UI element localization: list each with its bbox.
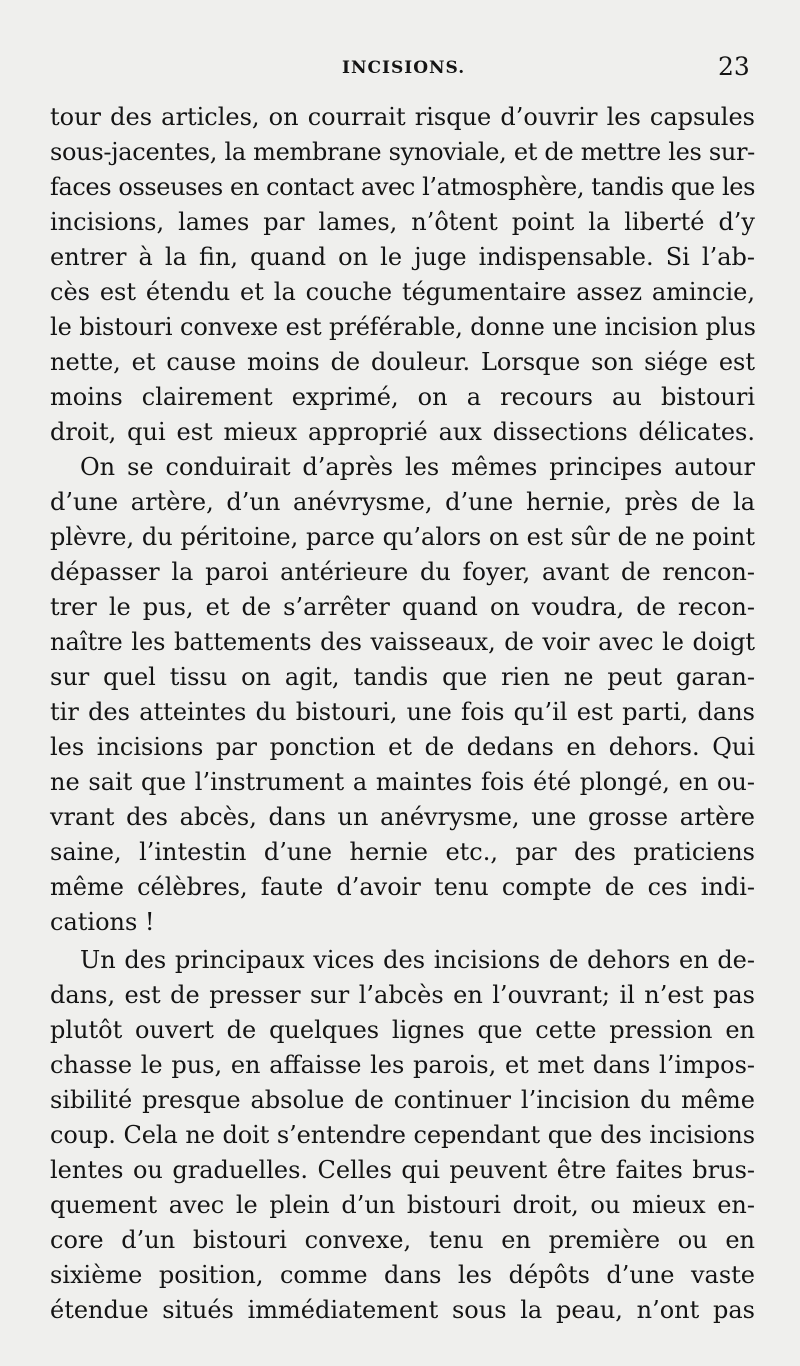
text-line: trer le pus, et de s’arrêter quand on voudra, de recon- xyxy=(50,593,755,621)
text-line: naître les battements des vaisseaux, de voir avec le doigt xyxy=(50,628,755,656)
text-line: faces osseuses en contact avec l’atmosphère, tandis que les xyxy=(50,173,755,201)
text-line: les incisions par ponction et de dedans en dehors. Qui xyxy=(50,733,755,761)
text-line: coup. Cela ne doit s’entendre cependant que des incisions xyxy=(50,1121,755,1149)
page-number: 23 xyxy=(718,52,750,81)
text-line: d’une artère, d’un anévrysme, d’une hernie, près de la xyxy=(50,488,755,516)
text-line: sibilité presque absolue de continuer l’incision du même xyxy=(50,1086,755,1114)
text-line: plèvre, du péritoine, parce qu’alors on est sûr de ne point xyxy=(50,523,755,551)
text-line: nette, et cause moins de douleur. Lorsque son siége est xyxy=(50,348,755,376)
text-line: lentes ou graduelles. Celles qui peuvent être faites brus- xyxy=(50,1156,755,1184)
text-line: ne sait que l’instrument a maintes fois été plongé, en ou- xyxy=(50,768,755,796)
text-line: moins clairement exprimé, on a recours au bistouri xyxy=(50,383,755,411)
text-line: On se conduirait d’après les mêmes principes autour xyxy=(80,453,755,481)
text-line: tour des articles, on courrait risque d’ouvrir les capsules xyxy=(50,103,755,131)
text-line: Un des principaux vices des incisions de dehors en de- xyxy=(80,946,755,974)
text-line: chasse le pus, en affaisse les parois, et met dans l’impos- xyxy=(50,1051,755,1079)
text-line: même célèbres, faute d’avoir tenu compte de ces indi- xyxy=(50,873,755,901)
text-line: entrer à la fin, quand on le juge indispensable. Si l’ab- xyxy=(50,243,755,271)
text-line: le bistouri convexe est préférable, donne une incision plus xyxy=(50,313,756,341)
running-title: INCISIONS. xyxy=(342,58,466,78)
text-line: core d’un bistouri convexe, tenu en première ou en xyxy=(50,1226,755,1254)
page-header xyxy=(0,52,800,86)
text-line: tir des atteintes du bistouri, une fois qu’il est parti, dans xyxy=(50,698,755,726)
text-line: dans, est de presser sur l’abcès en l’ouvrant; il n’est pas xyxy=(50,981,755,1009)
text-line: cès est étendu et la couche tégumentaire assez amincie, xyxy=(50,278,755,306)
text-line: quement avec le plein d’un bistouri droit, ou mieux en- xyxy=(50,1191,755,1219)
text-line: droit, qui est mieux approprié aux dissections délicates. xyxy=(50,418,755,446)
text-line: vrant des abcès, dans un anévrysme, une grosse artère xyxy=(50,803,755,831)
text-line: sixième position, comme dans les dépôts d’une vaste xyxy=(50,1261,755,1289)
text-line: étendue situés immédiatement sous la peau, n’ont pas xyxy=(50,1296,755,1324)
text-line: incisions, lames par lames, n’ôtent point la liberté d’y xyxy=(50,208,755,236)
text-line: sur quel tissu on agit, tandis que rien ne peut garan- xyxy=(50,663,755,691)
text-line: cations ! xyxy=(50,908,155,936)
text-line: plutôt ouvert de quelques lignes que cette pression en xyxy=(50,1016,755,1044)
text-line: dépasser la paroi antérieure du foyer, avant de rencon- xyxy=(50,558,755,586)
text-line: saine, l’intestin d’une hernie etc., par des praticiens xyxy=(50,838,755,866)
text-line: sous-jacentes, la membrane synoviale, et de mettre les sur- xyxy=(50,138,755,166)
